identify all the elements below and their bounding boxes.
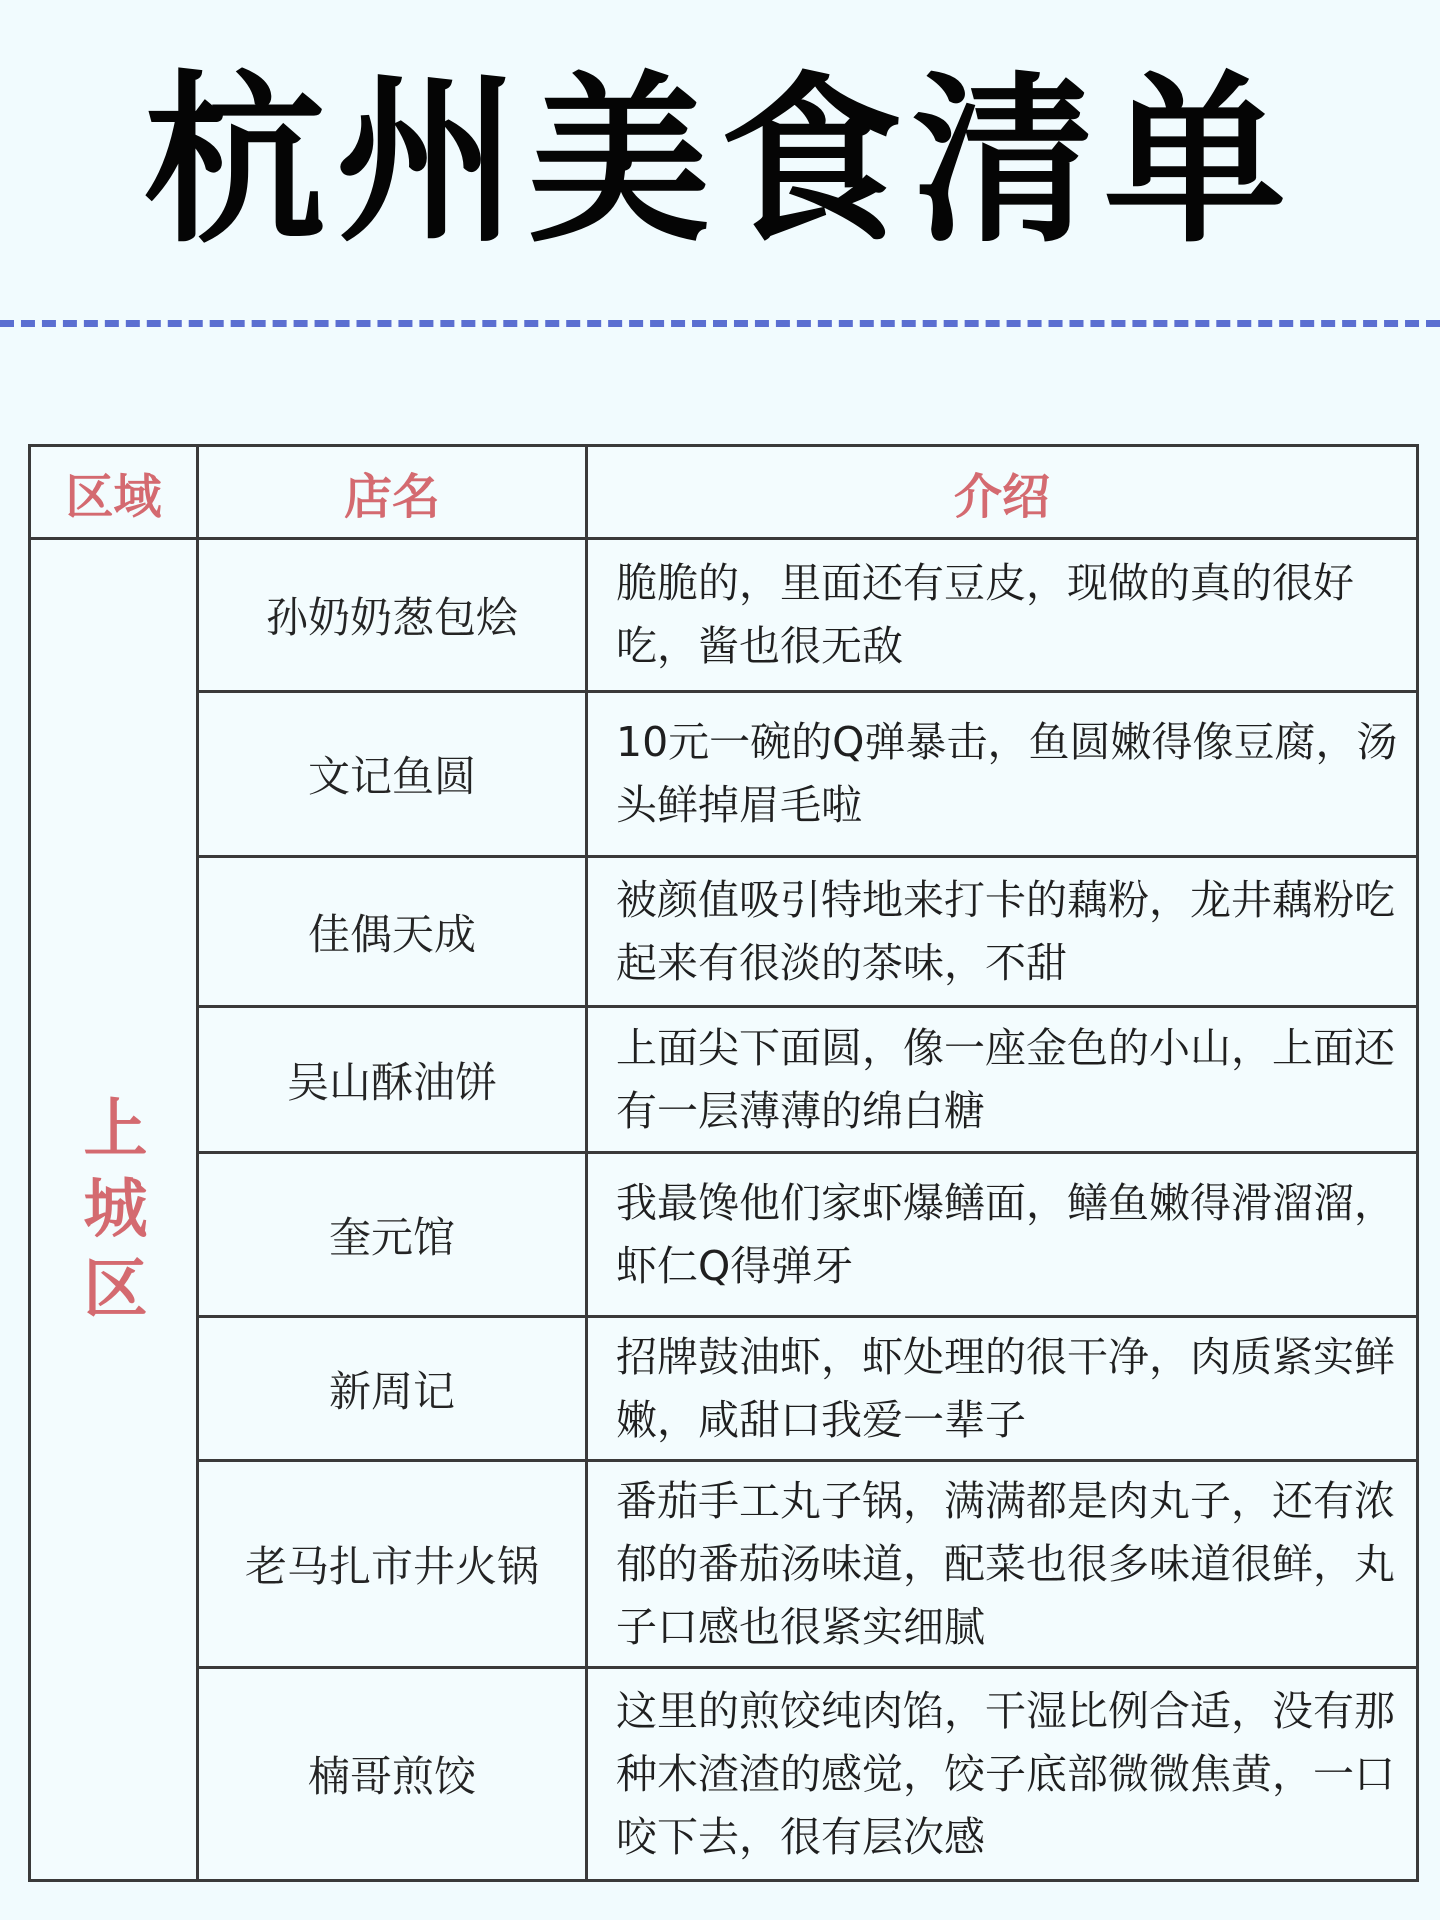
shop-name: 奎元馆	[198, 1153, 587, 1317]
table-row	[30, 1668, 1418, 1881]
table-row	[30, 1317, 1418, 1461]
region-cell	[30, 539, 198, 1881]
shop-intro: 这里的煎饺纯肉馅，干湿比例合适，没有那种木渣渣的感觉，饺子底部微微焦黄，一口咬下去，很有层次感	[587, 1668, 1418, 1881]
shop-name: 老马扎市井火锅	[198, 1461, 587, 1668]
dashed-divider	[0, 320, 1440, 327]
food-table-container	[28, 444, 1416, 1876]
region-label: 上城区	[83, 1092, 148, 1327]
shop-name: 楠哥煎饺	[198, 1668, 587, 1881]
shop-name: 文记鱼圆	[198, 692, 587, 857]
header-shop: 店名	[198, 446, 587, 539]
shop-intro: 我最馋他们家虾爆鳝面，鳝鱼嫩得滑溜溜，虾仁Q得弹牙	[587, 1153, 1418, 1317]
table-header-row	[30, 446, 1418, 539]
page-title: 杭州美食清单	[144, 53, 1296, 267]
table-row	[30, 539, 1418, 692]
shop-intro: 脆脆的，里面还有豆皮，现做的真的很好吃，酱也很无敌	[587, 539, 1418, 692]
table-row	[30, 692, 1418, 857]
food-table	[28, 444, 1419, 1882]
shop-intro: 番茄手工丸子锅，满满都是肉丸子，还有浓郁的番茄汤味道，配菜也很多味道很鲜，丸子口感也很紧实细腻	[587, 1461, 1418, 1668]
shop-intro: 10元一碗的Q弹暴击，鱼圆嫩得像豆腐，汤头鲜掉眉毛啦	[587, 692, 1418, 857]
table-row	[30, 1461, 1418, 1668]
table-row	[30, 1007, 1418, 1153]
shop-name: 吴山酥油饼	[198, 1007, 587, 1153]
table-row	[30, 857, 1418, 1007]
shop-name: 新周记	[198, 1317, 587, 1461]
shop-intro: 被颜值吸引特地来打卡的藕粉，龙井藕粉吃起来有很淡的茶味，不甜	[587, 857, 1418, 1007]
header-intro: 介绍	[587, 446, 1418, 539]
shop-intro: 上面尖下面圆，像一座金色的小山，上面还有一层薄薄的绵白糖	[587, 1007, 1418, 1153]
shop-name: 佳偶天成	[198, 857, 587, 1007]
shop-intro: 招牌鼓油虾，虾处理的很干净，肉质紧实鲜嫩，咸甜口我爱一辈子	[587, 1317, 1418, 1461]
shop-name: 孙奶奶葱包烩	[198, 539, 587, 692]
header-region: 区域	[30, 446, 198, 539]
table-row	[30, 1153, 1418, 1317]
